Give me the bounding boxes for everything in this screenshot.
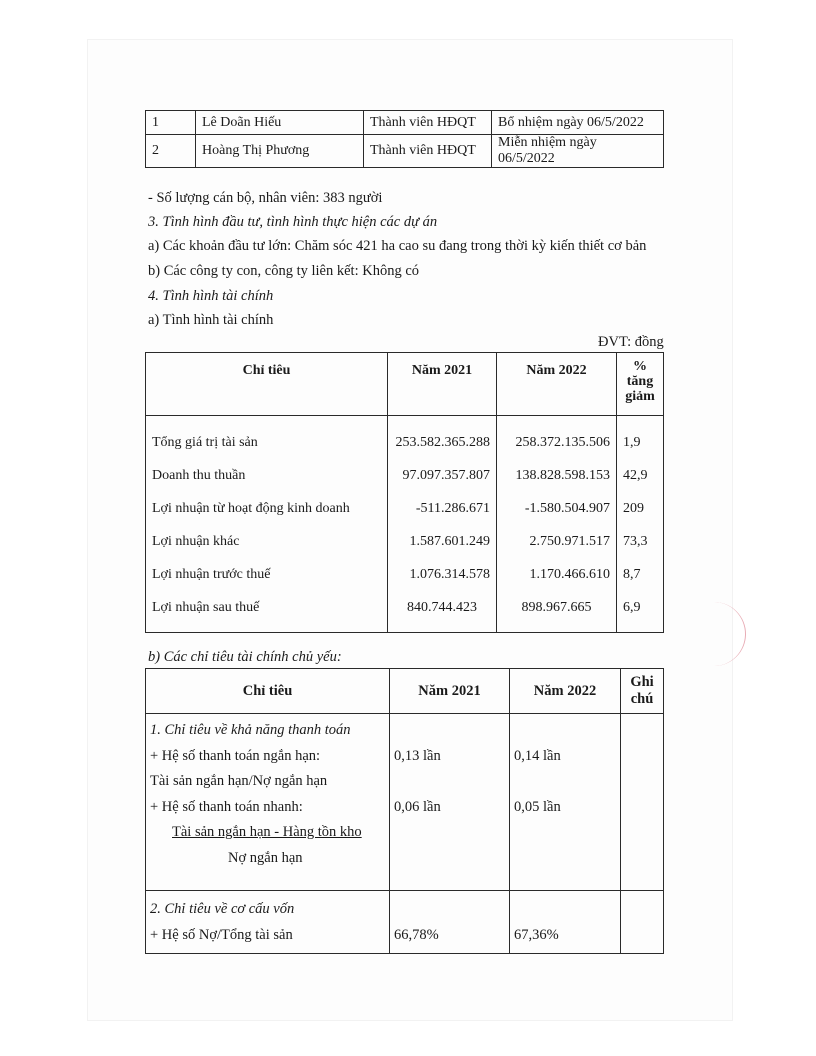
row-label: Lợi nhuận sau thuế <box>146 591 388 633</box>
value-2021: 840.744.423 <box>388 591 497 633</box>
header-note-line1: Ghi <box>630 674 654 690</box>
member-no: 2 <box>146 135 196 168</box>
table-row <box>146 111 664 135</box>
current-ratio-2021: 0,13 lần <box>394 747 441 764</box>
row-label: Lợi nhuận trước thuế <box>146 558 388 591</box>
finance-item-a: a) Tình hình tài chính <box>148 312 274 328</box>
spacer <box>510 897 620 923</box>
value-2022: 258.372.135.506 <box>497 416 617 460</box>
table-header-row <box>146 669 664 714</box>
table-row <box>146 891 664 954</box>
group1-title: 1. Chỉ tiêu về khả năng thanh toán <box>150 722 351 738</box>
stamp-mark <box>705 602 746 666</box>
header-indicator: Chỉ tiêu <box>146 353 388 416</box>
value-2021: 1.587.601.249 <box>388 525 497 558</box>
value-pct: 6,9 <box>617 591 664 633</box>
spacer <box>510 718 620 744</box>
table-row <box>146 416 664 460</box>
quick-ratio-denominator: Nợ ngắn hạn <box>228 849 303 866</box>
quick-ratio-2021: 0,06 lần <box>394 798 441 815</box>
staff-count-text: - Số lượng cán bộ, nhân viên: 383 người <box>148 190 383 206</box>
value-2022: 2.750.971.517 <box>497 525 617 558</box>
header-2021: Năm 2021 <box>388 353 497 416</box>
quick-ratio-label: + Hệ số thanh toán nhanh: <box>150 798 303 815</box>
value-2022: 898.967.665 <box>497 591 617 633</box>
section-3-title: 3. Tình hình đầu tư, tình hình thực hiện các dự án <box>148 214 438 230</box>
header-2022: Năm 2022 <box>497 353 617 416</box>
unit-label: ĐVT: đồng <box>598 334 664 350</box>
current-ratio-label: + Hệ số thanh toán ngắn hạn: <box>150 747 321 764</box>
current-ratio-formula: Tài sản ngắn hạn/Nợ ngắn hạn <box>150 773 328 789</box>
row-label: Doanh thu thuần <box>146 459 388 492</box>
value-2022: 1.170.466.610 <box>497 558 617 591</box>
group2-2022-cell <box>510 891 621 954</box>
current-ratio-2022: 0,14 lần <box>514 747 561 764</box>
header-note-line2: chú <box>630 691 654 707</box>
header-pct-line2: tăng <box>626 374 654 389</box>
value-pct: 8,7 <box>617 558 664 591</box>
quick-ratio-numerator-wrap <box>146 820 389 846</box>
group1-note-cell <box>621 714 664 891</box>
spacer <box>390 769 509 795</box>
header-pct-line3: giảm <box>625 389 655 404</box>
quick-ratio-2022: 0,05 lần <box>514 798 561 815</box>
financial-situation-table <box>145 352 664 633</box>
value-2021: 253.582.365.288 <box>388 416 497 460</box>
group2-2021-cell <box>390 891 510 954</box>
member-note: Miễn nhiệm ngày 06/5/2022 <box>492 135 664 168</box>
section-b-title: b) Các chỉ tiêu tài chính chủ yếu: <box>148 649 342 665</box>
header-2021: Năm 2021 <box>390 669 510 714</box>
investment-item-a: a) Các khoản đầu tư lớn: Chăm sóc 421 ha cao su đang trong thời kỳ kiến thiết cơ bản <box>148 238 647 254</box>
value-2022: -1.580.504.907 <box>497 492 617 525</box>
spacer <box>390 897 509 923</box>
member-name: Lê Doãn Hiếu <box>196 111 364 135</box>
group2-indicator-cell <box>146 891 390 954</box>
group1-indicator-cell <box>146 714 390 891</box>
table-row <box>146 591 664 633</box>
group2-note-cell <box>621 891 664 954</box>
value-2022: 138.828.598.153 <box>497 459 617 492</box>
table-row <box>146 525 664 558</box>
value-pct: 42,9 <box>617 459 664 492</box>
header-note <box>621 669 664 714</box>
value-2021: -511.286.671 <box>388 492 497 525</box>
value-pct: 73,3 <box>617 525 664 558</box>
member-role: Thành viên HĐQT <box>364 111 492 135</box>
table-row <box>146 492 664 525</box>
quick-ratio-numerator: Tài sản ngắn hạn - Hàng tồn kho <box>172 824 362 840</box>
value-2021: 1.076.314.578 <box>388 558 497 591</box>
member-note: Bổ nhiệm ngày 06/5/2022 <box>492 111 664 135</box>
table-header-row <box>146 353 664 416</box>
section-4-title: 4. Tình hình tài chính <box>148 288 274 304</box>
investment-item-b: b) Các công ty con, công ty liên kết: Không có <box>148 263 420 279</box>
header-indicator: Chỉ tiêu <box>146 669 390 714</box>
member-no: 1 <box>146 111 196 135</box>
debt-ratio-2021: 66,78% <box>394 926 439 943</box>
table-row <box>146 558 664 591</box>
header-pct-line1: % <box>633 359 647 374</box>
member-name: Hoàng Thị Phương <box>196 135 364 168</box>
debt-ratio-2022: 67,36% <box>514 926 559 943</box>
row-label: Lợi nhuận từ hoạt động kinh doanh <box>146 492 388 525</box>
member-role: Thành viên HĐQT <box>364 135 492 168</box>
table-row <box>146 135 664 168</box>
header-percent-change <box>617 353 664 416</box>
group1-2021-cell <box>390 714 510 891</box>
header-2022: Năm 2022 <box>510 669 621 714</box>
value-pct: 209 <box>617 492 664 525</box>
board-members-table <box>145 110 664 168</box>
spacer <box>510 769 620 795</box>
debt-ratio-label: + Hệ số Nợ/Tổng tài sản <box>150 926 293 943</box>
value-2021: 97.097.357.807 <box>388 459 497 492</box>
row-label: Lợi nhuận khác <box>146 525 388 558</box>
table-row <box>146 714 664 891</box>
group2-title: 2. Chỉ tiêu về cơ cấu vốn <box>150 901 295 917</box>
group1-2022-cell <box>510 714 621 891</box>
key-financial-indicators-table <box>145 668 664 954</box>
table-row <box>146 459 664 492</box>
row-label: Tổng giá trị tài sản <box>146 416 388 460</box>
value-pct: 1,9 <box>617 416 664 460</box>
spacer <box>390 718 509 744</box>
